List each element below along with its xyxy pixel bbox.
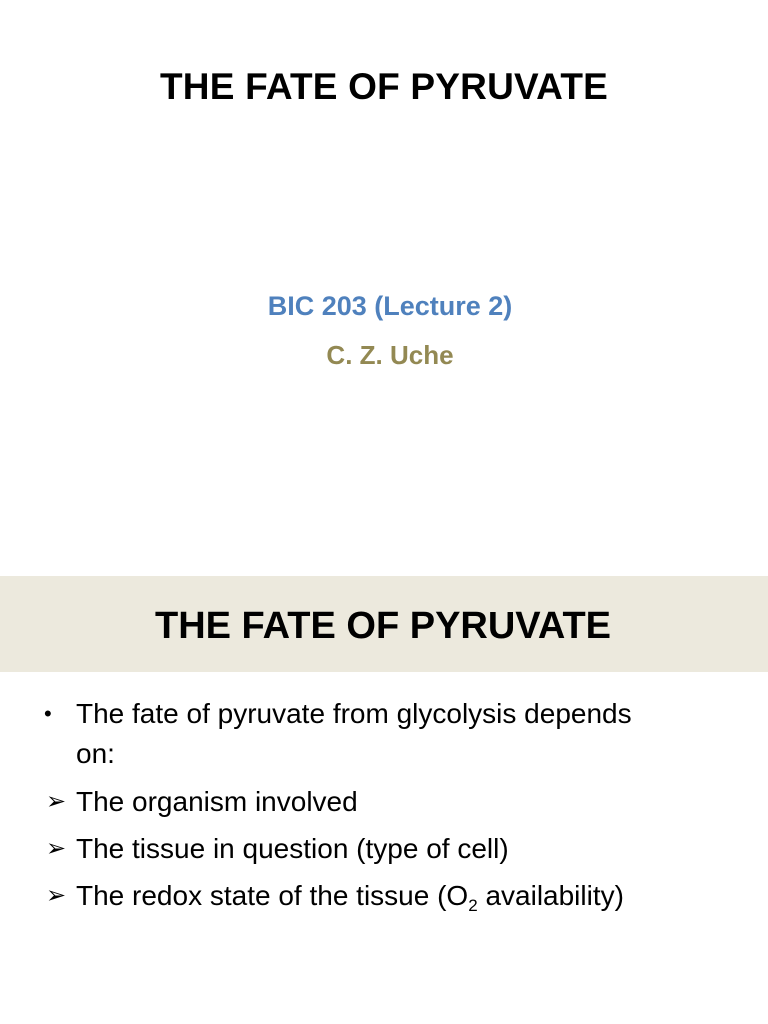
bullet-text-part: The redox state of the tissue (O	[76, 880, 469, 911]
bullet-text: The tissue in question (type of cell)	[76, 833, 509, 864]
arrow-bullet-icon: ➢	[46, 788, 67, 815]
course-subtitle: BIC 203 (Lecture 2)	[267, 291, 513, 321]
bullet-text-part: availability)	[477, 880, 624, 911]
bullet-text: The fate of pyruvate from glycolysis depends	[76, 698, 632, 729]
arrow-bullet-icon: ➢	[46, 835, 67, 862]
slide-title: THE FATE OF PYRUVATE	[159, 66, 609, 107]
author-name: C. Z. Uche	[326, 340, 454, 370]
bullet-text	[76, 876, 624, 916]
content-slide	[0, 576, 768, 1024]
slide-title: THE FATE OF PYRUVATE	[154, 605, 612, 647]
subscript: 2	[468, 896, 478, 915]
bullet-icon: •	[44, 701, 52, 726]
bullet-text: The organism involved	[76, 786, 358, 817]
bullet-text: on:	[76, 738, 115, 769]
arrow-bullet-icon: ➢	[46, 882, 67, 909]
